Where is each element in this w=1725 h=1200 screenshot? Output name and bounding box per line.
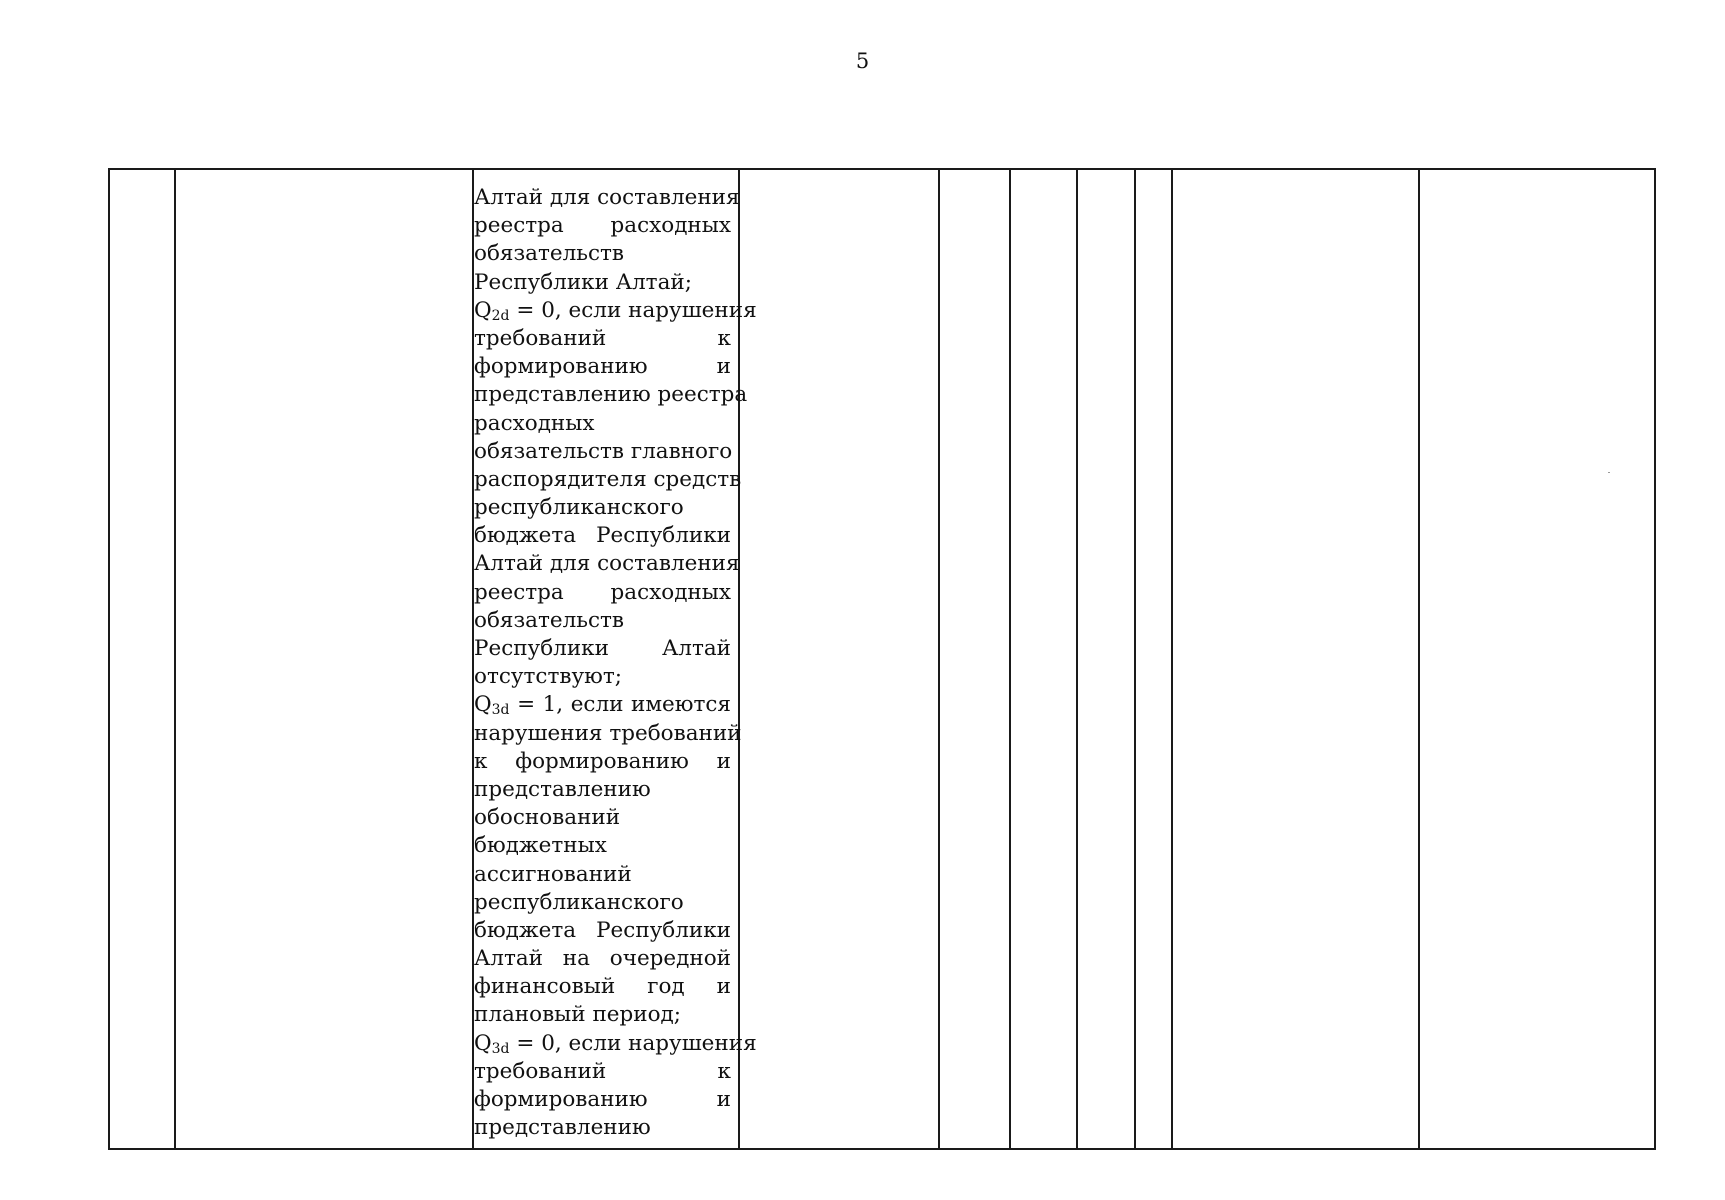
cell-text-fragment: отсутствуют; <box>474 664 622 690</box>
page-number: 5 <box>855 49 870 73</box>
table-column-divider <box>1009 170 1011 1148</box>
cell-text-line <box>474 607 731 635</box>
cell-text-fragment: обязательств <box>474 607 625 633</box>
table <box>108 168 1656 1150</box>
cell-text-line <box>474 184 740 212</box>
cell-text-line <box>474 297 757 325</box>
cell-text-line <box>474 776 731 804</box>
cell-text-line <box>474 240 731 268</box>
cell-text-fragment: финансовый год и <box>474 974 731 1000</box>
cell-text-fragment: Республики Алтай <box>474 636 731 661</box>
cell-text-fragment: Республики Алтай; <box>474 269 692 295</box>
cell-text-fragment: бюджета Республики <box>474 523 731 549</box>
cell-text-fragment: обязательств <box>474 241 625 267</box>
formula-subscript: 3d <box>491 1040 510 1057</box>
cell-text-line <box>474 1058 731 1086</box>
cell-text-line <box>474 973 731 1001</box>
cell-text-line <box>474 353 731 381</box>
cell-text-fragment: бюджетных <box>474 833 607 859</box>
cell-text-fragment: республиканского <box>474 889 684 915</box>
cell-text-fragment: Алтай на очередной <box>474 946 731 972</box>
cell-text-line <box>474 748 731 776</box>
table-column-divider <box>1171 170 1173 1148</box>
table-column-divider <box>1134 170 1136 1148</box>
cell-text-fragment: представлению реестра <box>474 382 748 408</box>
cell-text-fragment: расходных <box>474 410 595 436</box>
cell-text-line <box>474 550 740 578</box>
cell-text-line <box>474 861 731 889</box>
table-column-divider <box>1076 170 1078 1148</box>
cell-text-fragment: формированию и <box>474 1087 731 1112</box>
cell-text-fragment: = 0, если нарушения <box>509 297 757 323</box>
cell-text-fragment: представлению <box>474 776 651 802</box>
cell-text-line <box>474 917 731 945</box>
cell-text-fragment: требований к <box>474 325 731 351</box>
cell-text-fragment: требований к <box>474 1058 731 1084</box>
cell-text-line <box>474 804 731 832</box>
cell-text-fragment: обязательств главного <box>474 438 733 464</box>
cell-text-fragment: республиканского <box>474 495 684 521</box>
cell-text-line <box>474 269 731 297</box>
table-column-divider <box>938 170 940 1148</box>
cell-text-fragment: нарушения требований <box>474 720 742 746</box>
cell-text-fragment: реестра расходных <box>474 579 731 605</box>
cell-text-line <box>474 720 742 748</box>
formula-subscript: 2d <box>491 307 510 324</box>
cell-text-line <box>474 635 731 663</box>
cell-text-line <box>474 494 731 522</box>
cell-text-fragment: представлению <box>474 1115 651 1141</box>
cell-text-line <box>474 579 731 607</box>
cell-text-line <box>474 691 731 719</box>
cell-text-line <box>474 945 731 973</box>
cell-text-fragment: ассигнований <box>474 861 632 887</box>
formula-variable: Q <box>474 1030 492 1056</box>
cell-text-fragment: Алтай для составления <box>474 185 740 210</box>
table-column-divider <box>174 170 176 1148</box>
cell-text-line <box>474 410 731 438</box>
cell-text-fragment: бюджета Республики <box>474 917 731 943</box>
scan-speck <box>1608 472 1610 473</box>
formula-variable: Q <box>474 692 492 718</box>
formula-variable: Q <box>474 297 492 323</box>
cell-text-fragment: распорядителя средств <box>474 466 742 492</box>
cell-text-fragment: Алтай для составления <box>474 551 740 577</box>
cell-text-line <box>474 212 731 240</box>
cell-text-fragment: = 0, если нарушения <box>509 1030 757 1056</box>
formula-subscript: 3d <box>491 702 510 719</box>
cell-text-line <box>474 522 731 550</box>
cell-text-line <box>474 438 731 466</box>
cell-text-fragment: обоснований <box>474 805 621 831</box>
cell-text-line <box>474 325 731 353</box>
cell-text-line <box>474 832 731 860</box>
cell-text-line <box>474 1001 731 1029</box>
cell-text-fragment: формированию и <box>474 354 731 380</box>
table-cell-text <box>474 184 757 1142</box>
cell-text-line <box>474 663 731 691</box>
cell-text-fragment: к формированию и <box>474 748 731 774</box>
cell-text-fragment: плановый период; <box>474 1002 682 1028</box>
cell-text-fragment: реестра расходных <box>474 213 731 239</box>
cell-text-line <box>474 1114 731 1142</box>
cell-text-line <box>474 466 742 494</box>
cell-text-line <box>474 381 748 409</box>
cell-text-fragment: = 1, если имеются <box>509 692 731 718</box>
cell-text-line <box>474 1086 731 1114</box>
cell-text-line <box>474 889 731 917</box>
table-column-divider <box>1418 170 1420 1148</box>
cell-text-line <box>474 1030 757 1058</box>
